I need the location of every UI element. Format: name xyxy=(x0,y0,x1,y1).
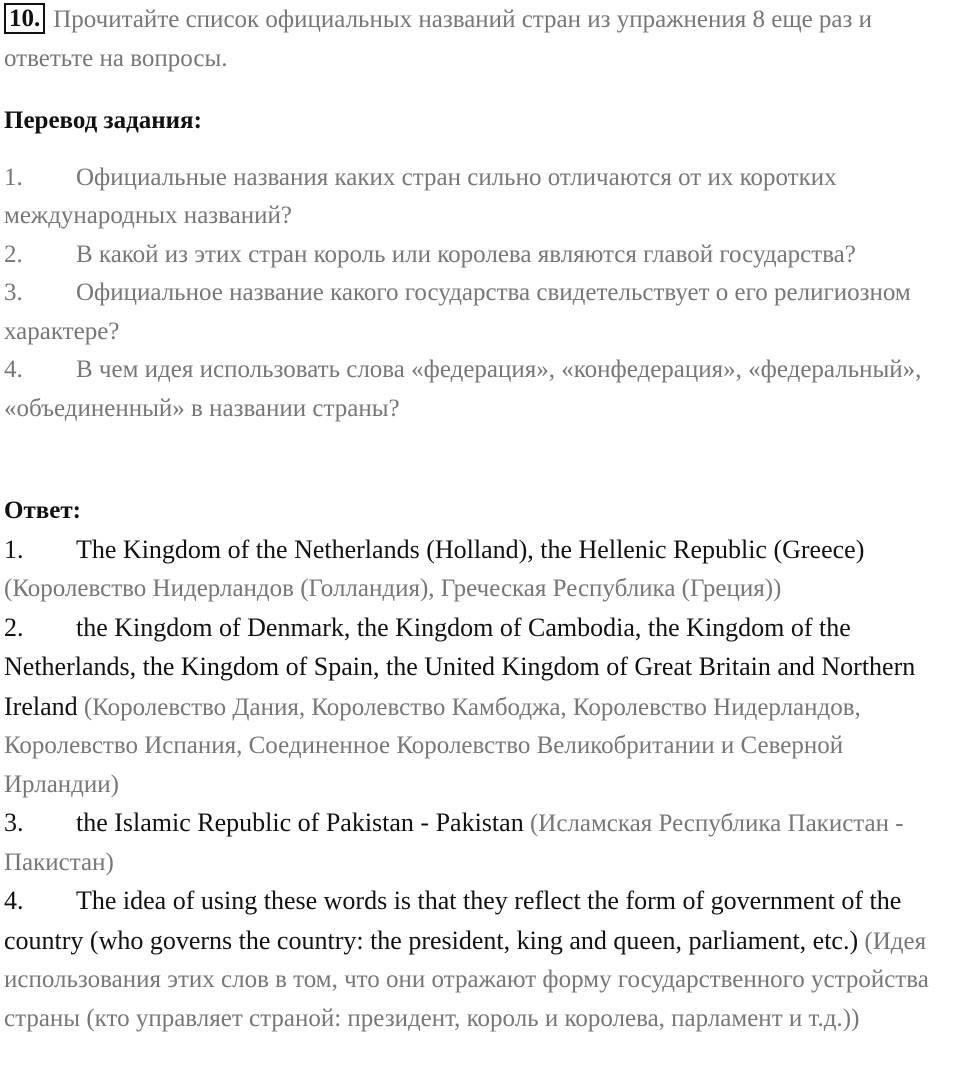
answer-number: 3. xyxy=(4,808,24,837)
answer-number: 2. xyxy=(4,612,24,642)
answer-russian: (Королевство Нидерландов (Голландия), Греческая Республика (Греция)) xyxy=(4,575,782,602)
answer-english: the Kingdom of Denmark, the Kingdom of Cambodia, the Kingdom of the Netherlands, the Kingdom of Spain, the United Kingdom of Great Britain and Northern Ireland xyxy=(4,612,916,721)
question-item xyxy=(4,351,956,428)
answer-item xyxy=(4,804,956,882)
question-number: 1. xyxy=(4,163,23,191)
question-number: 4. xyxy=(4,356,23,383)
question-text: В какой из этих стран король или королева являются главой государства? xyxy=(76,240,856,268)
answer-russian: (Исламская Республика Пакистан - Пакистан) xyxy=(4,810,904,876)
answer-number: 4. xyxy=(4,886,24,915)
question-item xyxy=(4,159,956,236)
answer-english: the Islamic Republic of Pakistan - Pakistan xyxy=(76,808,524,837)
answer-number: 1. xyxy=(4,534,24,564)
question-list xyxy=(4,159,956,429)
answer-item xyxy=(4,609,956,805)
answer-item xyxy=(4,531,956,609)
question-number: 3. xyxy=(4,279,23,306)
question-item xyxy=(4,236,956,275)
task-text: Прочитайте список официальных названий стран из упражнения 8 еще раз и ответьте на вопросы. xyxy=(4,6,873,72)
question-text: В чем идея использовать слова «федерация», «конфедерация», «федеральный», «объединенный» в названии страны? xyxy=(4,356,922,422)
question-number: 2. xyxy=(4,240,23,268)
question-text: Официальное название какого государства свидетельствует о его религиозном характере? xyxy=(4,279,911,345)
answer-english: The idea of using these words is that they reflect the form of government of the country (who governs the country: the president, king and queen, parliament, etc.) xyxy=(4,886,902,955)
answer-russian: (Идея использования этих слов в том, что они отражают форму государственного устройства страны (кто управляет страной: президент, король и королева, парламент и т.д.)) xyxy=(4,927,929,1032)
task-header xyxy=(4,0,956,78)
answer-english: The Kingdom of the Netherlands (Holland), the Hellenic Republic (Greece) xyxy=(76,534,865,564)
answer-item xyxy=(4,882,956,1038)
translation-heading: Перевод задания: xyxy=(4,107,202,134)
question-item xyxy=(4,274,956,351)
task-number-box: 10. xyxy=(4,3,45,34)
question-text: Официальные названия каких стран сильно отличаются от их коротких международных названий? xyxy=(4,163,837,229)
answer-russian: (Королевство Дания, Королевство Камбоджа, Королевство Нидерландов, Королевство Испания, Соединенное Королевство Великобритании и Северной Ирландии) xyxy=(4,693,861,798)
answer-list xyxy=(4,531,956,1039)
answer-heading: Ответ: xyxy=(4,497,81,524)
